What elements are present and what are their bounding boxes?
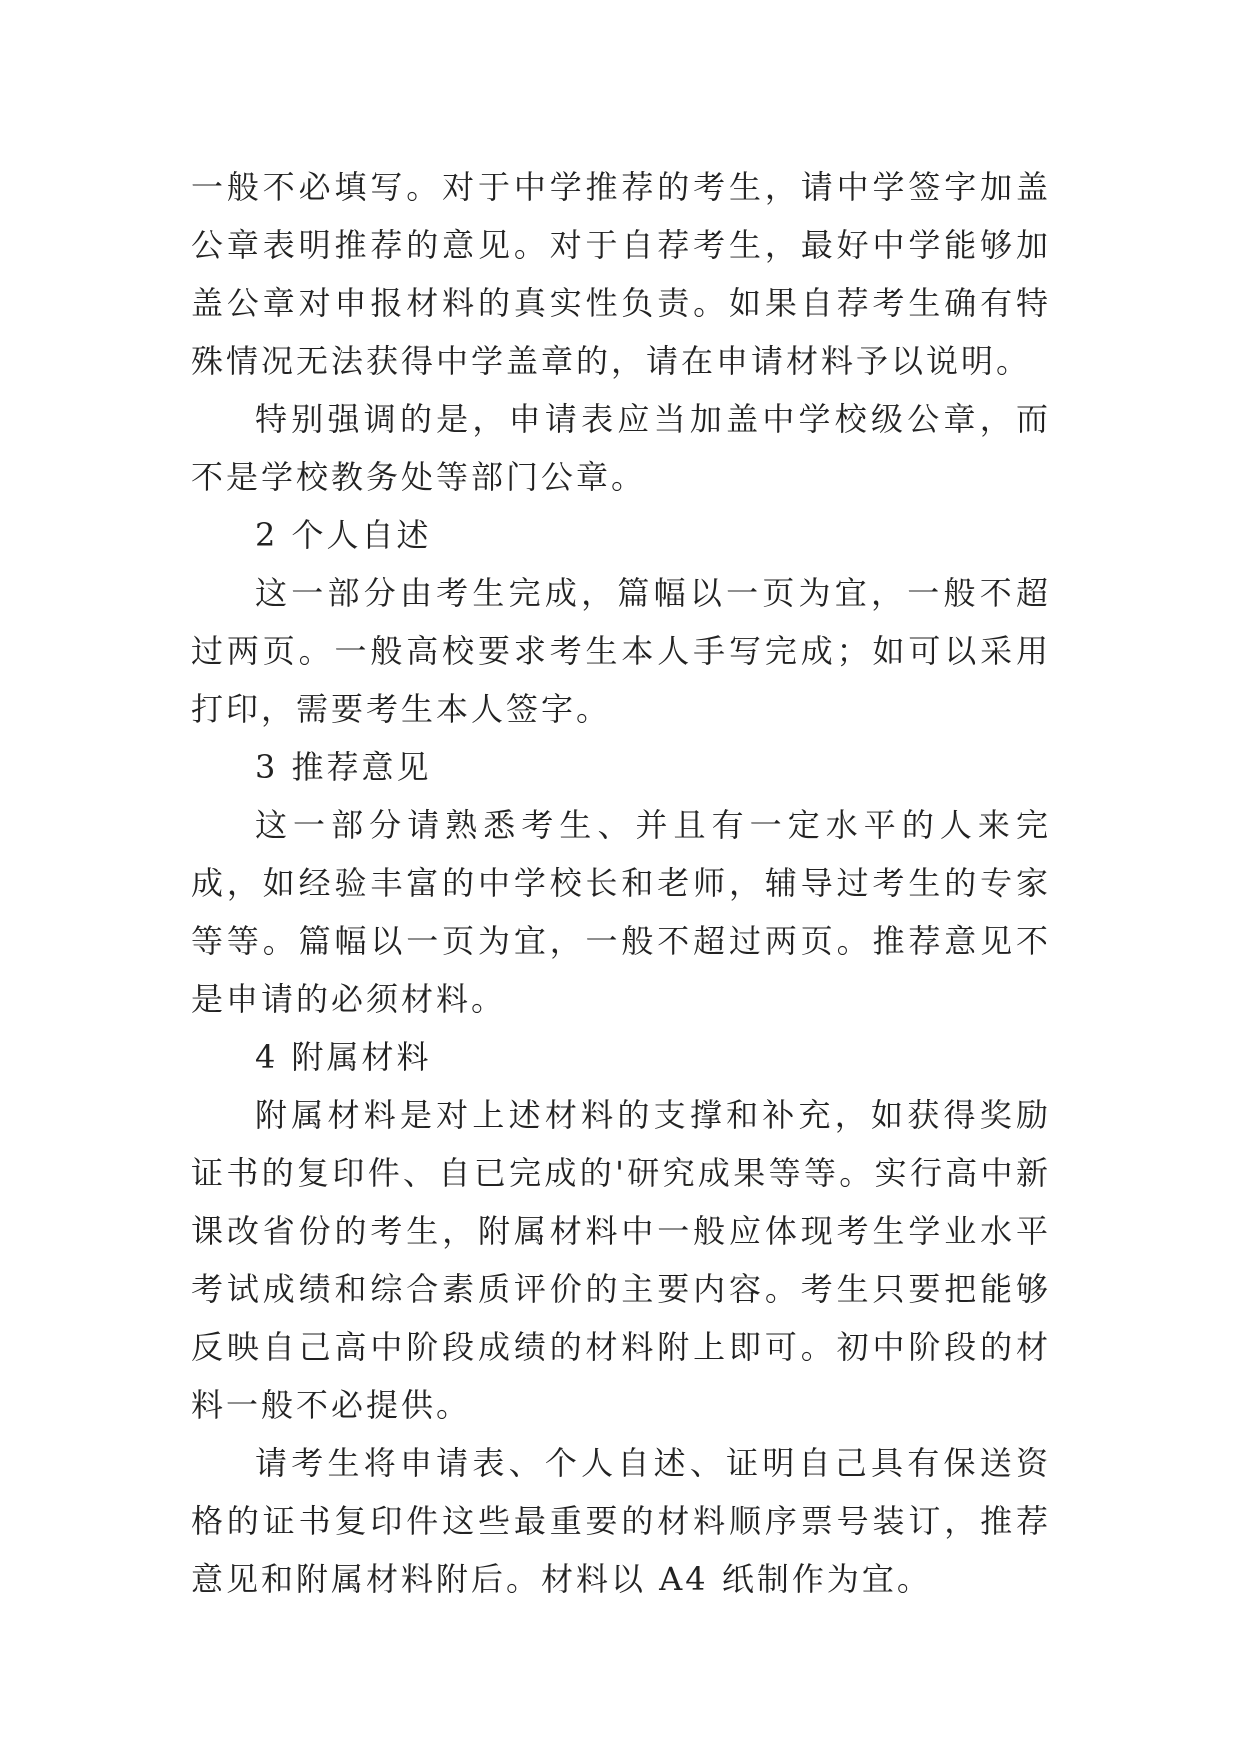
paragraph-attachments: 附属材料是对上述材料的支撑和补充，如获得奖励证书的复印件、自已完成的'研究成果等等。实行高中新课改省份的考生，附属材料中一般应体现考生学业水平考试成绩和综合素质评价的主要内容。考生只要把能够反映自己高中阶段成绩的材料附上即可。初中阶段的材料一般不必提供。 — [191, 1096, 1051, 1424]
paragraph-recommendation: 这一部分请熟悉考生、并且有一定水平的人来完成，如经验丰富的中学校长和老师，辅导过考生的专家等等。篇幅以一页为宜，一般不超过两页。推荐意见不是申请的必须材料。 — [191, 806, 1051, 1018]
section-heading-recommendation: 3 推荐意见 — [255, 748, 432, 786]
section-heading-attachments: 4 附属材料 — [255, 1038, 432, 1076]
section-heading-personal-statement: 2 个人自述 — [255, 516, 432, 554]
paragraph-seal-requirements: 一般不必填写。对于中学推荐的考生，请中学签字加盖公章表明推荐的意见。对于自荐考生，最好中学能够加盖公章对申报材料的真实性负责。如果自荐考生确有特殊情况无法获得中学盖章的，请在申请材料予以说明。 — [191, 168, 1051, 380]
document-body — [191, 158, 1051, 1608]
paragraph-personal-statement: 这一部分由考生完成，篇幅以一页为宜，一般不超过两页。一般高校要求考生本人手写完成；如可以采用打印，需要考生本人签字。 — [191, 574, 1051, 728]
paragraph-seal-emphasis: 特别强调的是，申请表应当加盖中学校级公章，而不是学校教务处等部门公章。 — [191, 400, 1051, 496]
paragraph-binding-instructions: 请考生将申请表、个人自述、证明自己具有保送资格的证书复印件这些最重要的材料顺序票号装订，推荐意见和附属材料附后。材料以 A4 纸制作为宜。 — [191, 1444, 1051, 1598]
